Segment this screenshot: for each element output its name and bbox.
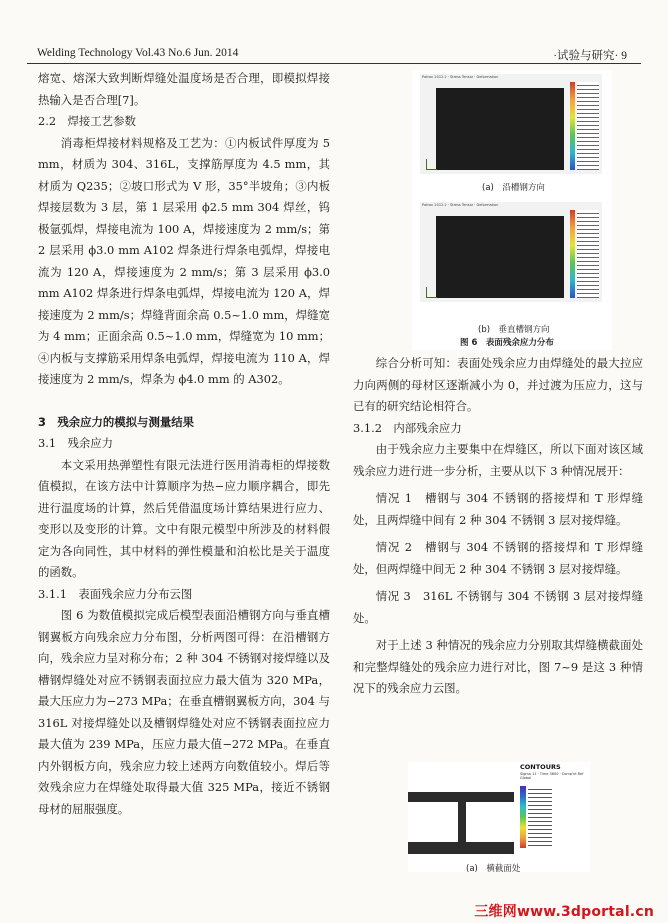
legend-values <box>577 210 599 298</box>
model-render <box>436 88 564 170</box>
figure-6-title: 图 6 表面残余应力分布 <box>460 338 554 348</box>
header-rule <box>27 63 641 64</box>
case-2: 情况 2 槽钢与 304 不锈钢的搭接焊和 T 形焊缝处，但两焊缝中间无 2 种 304 不锈钢 3 层对接焊缝。 <box>353 540 643 576</box>
simulation-image-b <box>420 202 602 302</box>
model-render <box>436 216 564 298</box>
color-legend <box>570 210 575 298</box>
bottom-plate <box>408 842 514 854</box>
figure-7 <box>408 762 590 872</box>
contours-subtext: Sigma 11 · Time 3600 · Comp'nt Ref Global <box>520 772 584 780</box>
watermark: 三维网www.3dportal.cn <box>474 904 654 920</box>
axis-triad-icon <box>426 287 437 298</box>
contours-label: CONTOURS <box>520 763 561 771</box>
web <box>458 802 466 842</box>
section-heading-3-1: 3.1 残余应力 <box>38 436 114 450</box>
figure-6 <box>412 70 612 350</box>
paragraph: 图 6 为数值模拟完成后模型表面沿槽钢方向与垂直槽钢翼板方向残余应力分布图，分析两图可得：在沿槽钢方向，残余应力呈对称分布；2 种 304 不锈钢对接焊缝以及槽钢焊缝处对应不锈钢表面拉应力最大值为 320 MPa，最大压应力为−273 MPa；在垂直槽钢翼板方向，304 与 316L 对接焊缝处以及槽钢焊缝处对应不锈钢表面拉应力最大值为 239 MPa，压应力最大值−272 MPa。在垂直内外钢板方向，残余应力较上述两方向数值较小。焊后等效残余应力在焊缝处取得最大值 325 MPa，接近不锈钢母材的屈服强度。 <box>38 608 330 816</box>
case-3: 情况 3 316L 不锈钢与 304 不锈钢 3 层对接焊缝处。 <box>353 589 643 625</box>
paragraph: 消毒柜焊接材料规格及工艺为：①内板试件厚度为 5 mm，材质为 304、316L，支撑筋厚度为 4.5 mm，其材质为 Q235；②坡口形式为 V 形，35°半坡角；③内板焊接层数为 3 层，第 1 层采用 ϕ2.5 mm 304 焊丝，钨极氩弧焊，焊接电流为 100 A，焊接速度为 2 mm/s；第 2 层采用 ϕ3.0 mm A102 焊条进行焊条电弧焊，焊接电流为 120 A，焊接速度为 2 mm/s；第 3 层采用 ϕ3.0 mm A102 焊条进行焊条电弧焊，焊接电流为 120 A，焊接速度为 2 mm/s；焊缝背面余高 0.5~1.0 mm，焊缝宽为 4 mm；正面余高 0.5~1.0 mm，焊缝宽为 10 mm；④内板与支撑筋采用焊条电弧焊，焊接电流为 110 A，焊接速度为 2 mm/s，焊条为 ϕ4.0 mm 的 A302。 <box>38 135 330 386</box>
simulation-image-a <box>420 74 602 174</box>
paragraph: 综合分析可知：表面处残余应力由焊缝处的最大拉应力向两侧的母材区逐渐减小为 0，并过渡为压应力，这与已有的研究结论相符合。 <box>353 356 643 413</box>
caption-b: (b) 垂直槽钢方向 <box>478 325 550 335</box>
paragraph: 由于残余应力主要集中在焊缝区，所以下面对该区域残余应力进行进一步分析，主要从以下 3 种情况展开： <box>353 442 643 478</box>
color-legend <box>520 786 526 848</box>
caption-a: (a) 沿槽钢方向 <box>482 183 545 193</box>
caption-a: (a) 横截面处 <box>466 864 521 874</box>
running-header <box>27 43 641 63</box>
sim-header-text: Patran 2012.2 · Stress Tensor · Deformation <box>422 75 499 79</box>
paragraph: 本文采用热弹塑性有限元法进行医用消毒柜的焊接数值模拟，在该方法中计算顺序为热−应力顺序耦合，即先进行温度场的计算，然后凭借温度场计算结果进行应力、变形以及变形的计算。文中有限元模型中所涉及的材料假定为各向同性，其中材料的弹性模量和泊松比是关于温度的函数。 <box>38 457 330 579</box>
case-1: 情况 1 槽钢与 304 不锈钢的搭接焊和 T 形焊缝处，且两焊缝中间有 2 种 304 不锈钢 3 层对接焊缝。 <box>353 491 643 527</box>
section-page: ·试验与研究· 9 <box>553 50 627 62</box>
journal-info: Welding Technology Vol.43 No.6 Jun. 2014 <box>37 47 239 59</box>
legend-values <box>577 82 599 170</box>
left-column <box>38 68 330 820</box>
paragraph: 对于上述 3 种情况的残余应力分别取其焊缝横截面处和完整焊缝处的残余应力进行对比，图 7~9 是这 3 种情况下的残余应力云图。 <box>353 638 643 695</box>
sim-header-text: Patran 2012.2 · Stress Tensor · Deformation <box>422 203 499 207</box>
color-legend <box>570 82 575 170</box>
section-heading-3-1-1: 3.1.1 表面残余应力分布云图 <box>38 586 193 601</box>
section-heading-3: 3 残余应力的模拟与测量结果 <box>38 414 195 429</box>
section-heading-3-1-2: 3.1.2 内部残余应力 <box>353 420 462 435</box>
top-flange <box>408 792 514 802</box>
section-heading-2-2: 2.2 焊接工艺参数 <box>38 114 136 128</box>
legend-values <box>528 786 552 848</box>
right-column <box>353 353 643 700</box>
axis-triad-icon <box>426 159 437 170</box>
paragraph: 熔宽、熔深大致判断焊缝处温度场是否合理，即模拟焊接热输入是否合理[7]。 <box>38 71 330 107</box>
